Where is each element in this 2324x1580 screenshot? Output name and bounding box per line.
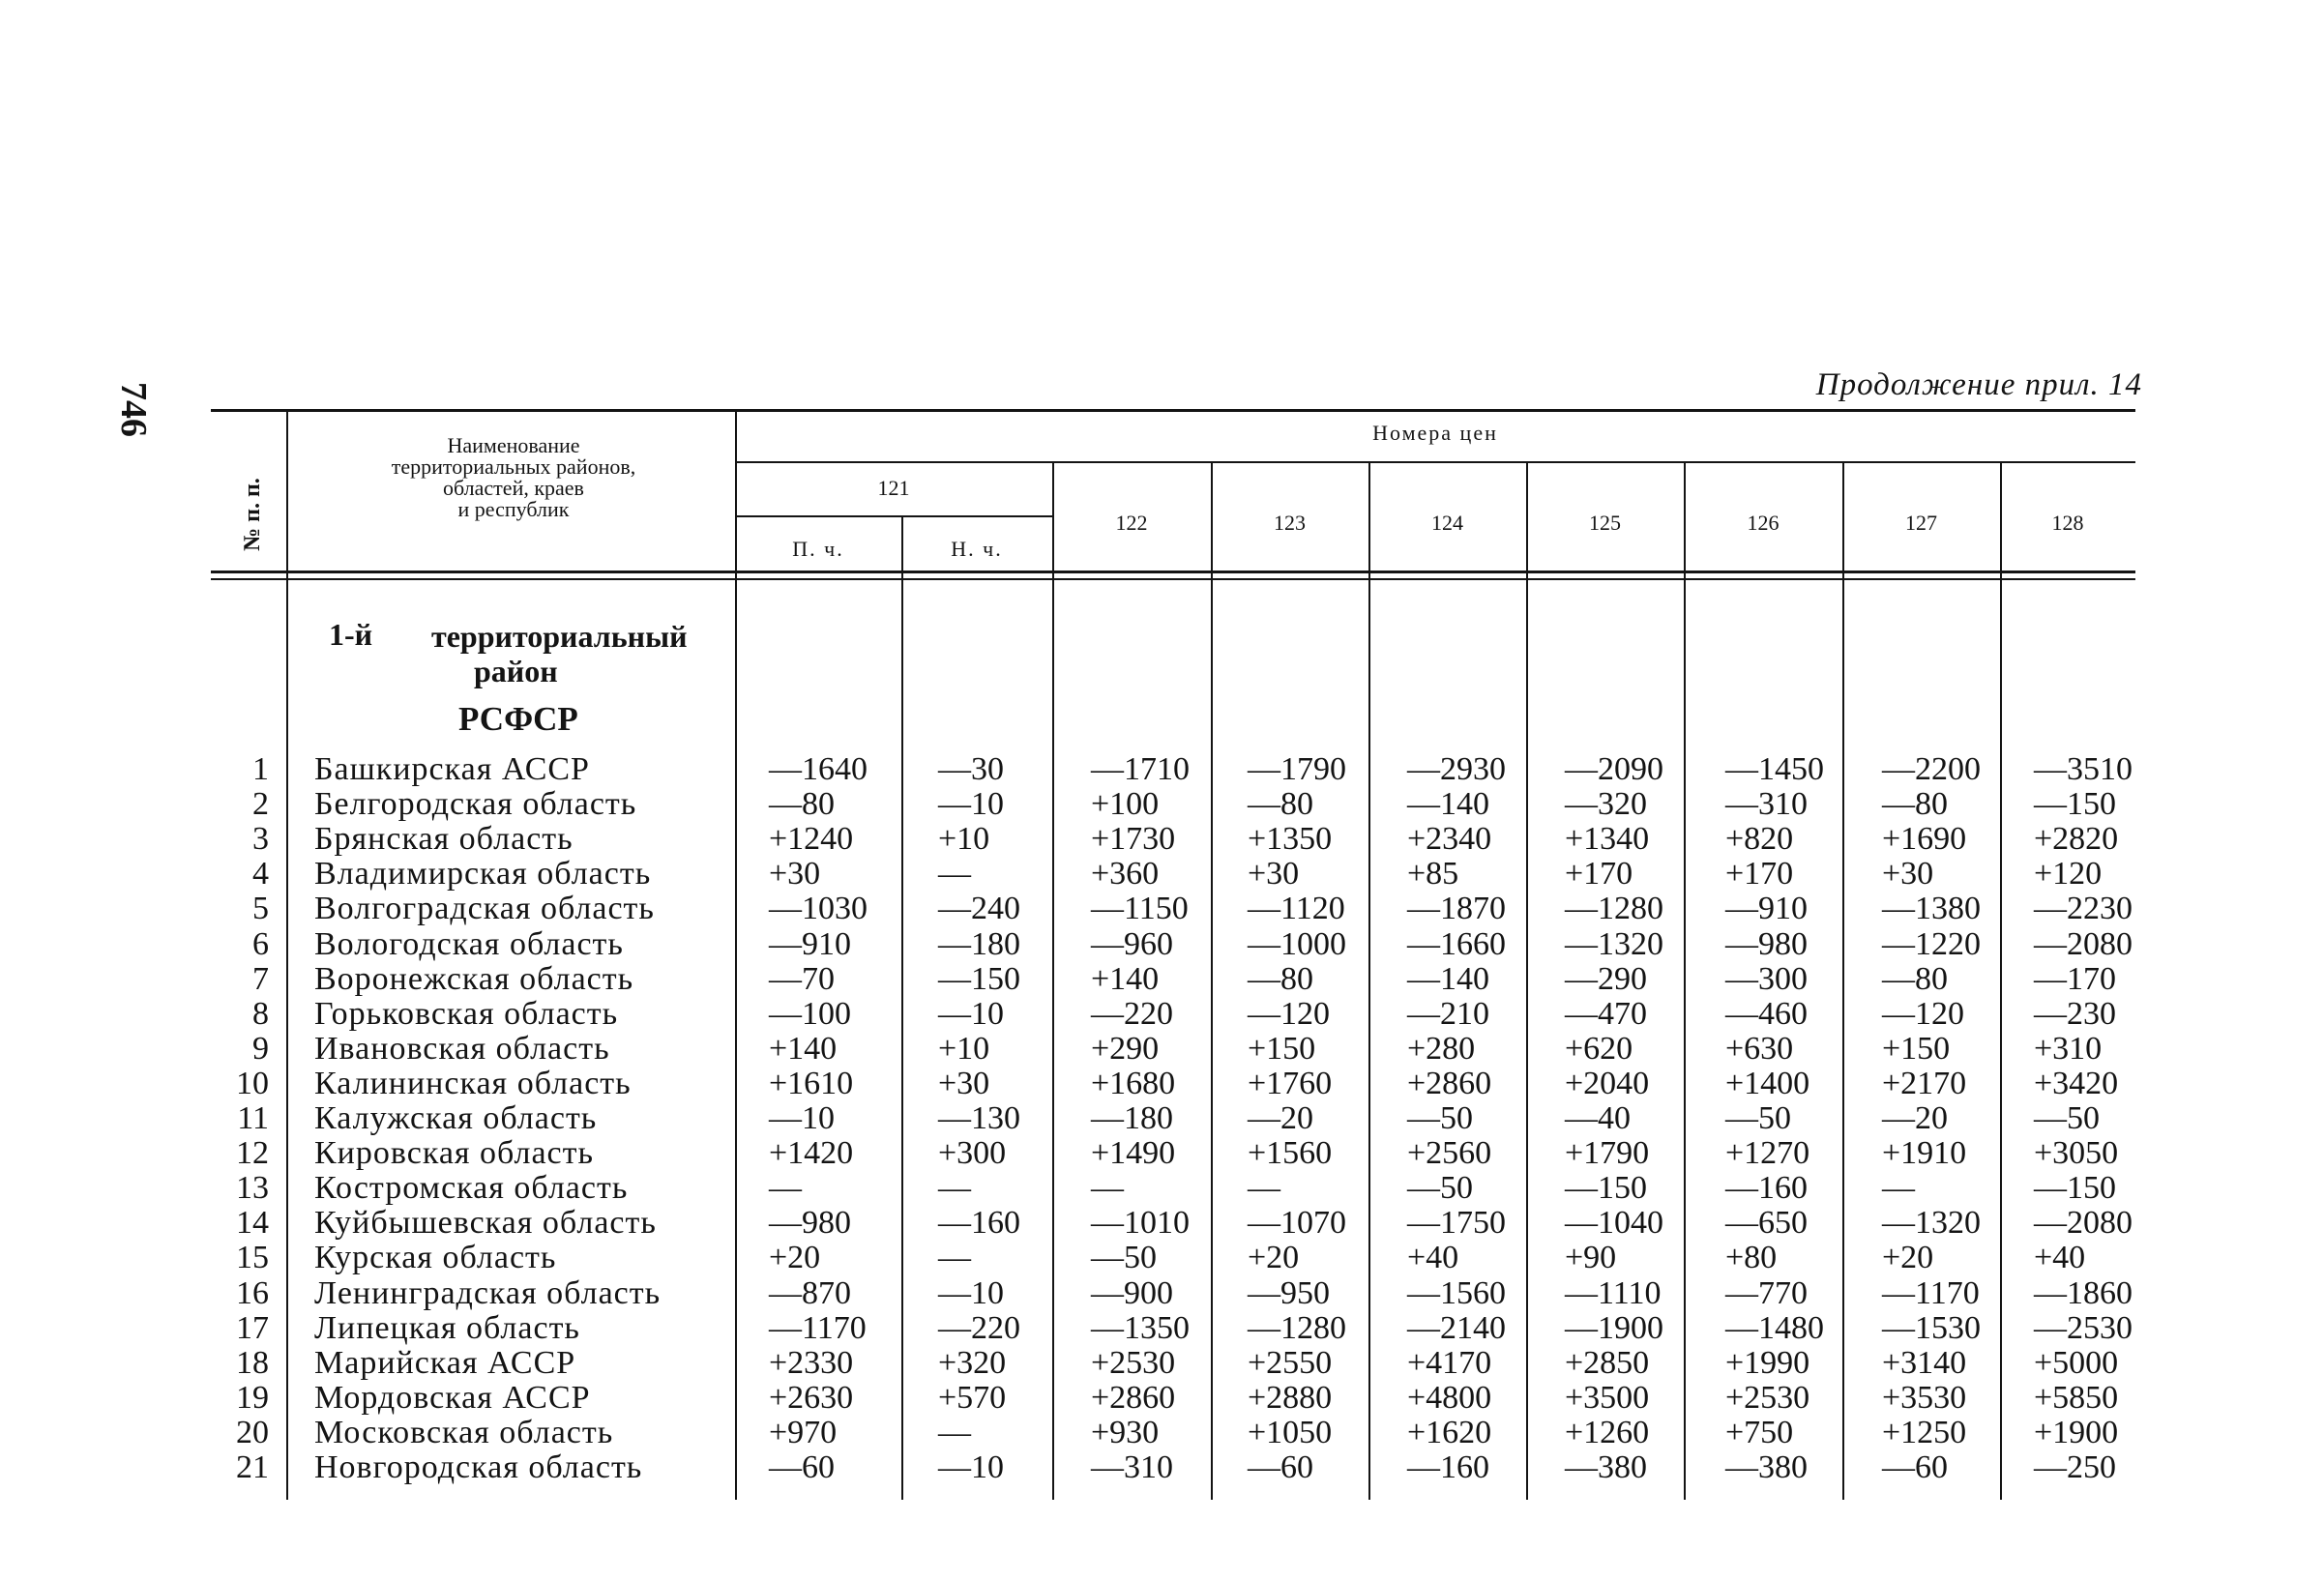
region-name: Горьковская область [314,995,619,1032]
region-name: Новгородская область [314,1449,643,1485]
value-cell: +2170 [1882,1065,1967,1101]
prices-rule [735,461,2135,463]
name-header-line: и республик [457,497,570,521]
value-cell: +100 [1091,786,1160,823]
value-cell: —210 [1407,995,1489,1032]
value-cell: —20 [1248,1100,1313,1136]
table-row [0,997,2324,1032]
value-cell: —1870 [1407,891,1506,927]
value-cell: —2090 [1565,751,1663,787]
value-cell: +30 [1248,856,1300,892]
value-cell: +80 [1725,1240,1778,1276]
value-cell: +820 [1725,821,1794,858]
value-cell: —2140 [1407,1309,1506,1346]
continuation-caption: Продолжение прил. 14 [1815,367,2142,402]
value-cell: +2560 [1407,1135,1492,1172]
value-cell: +5000 [2034,1344,2119,1381]
value-cell: —910 [1725,891,1808,927]
value-cell: +1680 [1091,1065,1176,1101]
value-cell: +300 [938,1135,1007,1172]
row-number: 18 [236,1344,269,1381]
value-cell: —130 [938,1100,1020,1136]
value-cell: —180 [1091,1100,1173,1136]
value-cell: —2200 [1882,751,1981,787]
table-row [0,1101,2324,1136]
page-number: 746 [113,382,154,437]
value-cell: —160 [1407,1449,1489,1485]
value-cell: —160 [938,1205,1020,1242]
table-row [0,1032,2324,1067]
table-row [0,1206,2324,1241]
table-row [0,857,2324,892]
region-name: Белгородская область [314,786,637,823]
value-cell: —1170 [1882,1274,1980,1311]
value-cell: +170 [1725,856,1794,892]
body-top-rule [211,578,2135,580]
value-cell: +2530 [1725,1379,1810,1416]
value-cell: —50 [1407,1100,1473,1136]
region-name: Брянская область [314,821,574,858]
value-cell: —120 [1248,995,1330,1032]
value-cell: —300 [1725,960,1808,997]
value-cell: +1560 [1248,1135,1333,1172]
value-cell: —80 [1882,960,1948,997]
value-cell: —980 [1725,925,1808,962]
region-name: Куйбышевская область [314,1205,657,1242]
value-cell: +290 [1091,1030,1160,1067]
col-header-127: 127 [1905,511,1937,535]
value-cell: — [1248,1170,1280,1207]
table-row [0,1067,2324,1101]
value-cell: —380 [1725,1449,1808,1485]
table-row [0,1450,2324,1485]
value-cell: —80 [1882,786,1948,823]
value-cell: +3050 [2034,1135,2119,1172]
value-cell: +3500 [1565,1379,1650,1416]
value-cell: +170 [1565,856,1633,892]
value-cell: —1120 [1248,891,1345,927]
name-header-line: территориальных районов, [391,454,636,479]
value-cell: —70 [769,960,835,997]
value-cell: +2860 [1091,1379,1176,1416]
value-cell: —1480 [1725,1309,1824,1346]
table-row [0,962,2324,997]
table-row [0,1381,2324,1416]
row-number: 2 [252,786,269,823]
prices-title: Номера цен [1372,421,1498,445]
value-cell: —80 [1248,786,1313,823]
section-heading-line2: район [474,654,558,688]
value-cell: —220 [1091,995,1173,1032]
sub-header-pch: П. ч. [792,537,844,561]
value-cell: +1790 [1565,1135,1650,1172]
value-cell: +2850 [1565,1344,1650,1381]
value-cell: —1530 [1882,1309,1981,1346]
table-row [0,822,2324,857]
name-header [296,435,731,520]
value-cell: +1900 [2034,1414,2119,1450]
value-cell: +2860 [1407,1065,1492,1101]
region-name: Башкирская АССР [314,751,590,787]
col-header-128: 128 [2051,511,2084,535]
value-cell: —120 [1882,995,1964,1032]
value-cell: +2550 [1248,1344,1333,1381]
value-cell: —40 [1565,1100,1631,1136]
value-cell: +1420 [769,1135,854,1172]
row-number: 6 [252,925,269,962]
table-row [0,1311,2324,1346]
value-cell: —1170 [769,1309,867,1346]
value-cell: —1030 [769,891,868,927]
value-cell: +1400 [1725,1065,1810,1101]
value-cell: —1000 [1248,925,1346,962]
value-cell: +4170 [1407,1344,1492,1381]
value-cell: +2040 [1565,1065,1650,1101]
region-name: Волгоградская область [314,891,655,927]
col121-header: 121 [877,476,910,500]
value-cell: — [1091,1170,1124,1207]
value-cell: +3530 [1882,1379,1967,1416]
row-number: 11 [237,1100,269,1136]
table-row [0,892,2324,926]
value-cell: —230 [2034,995,2116,1032]
value-cell: +90 [1565,1240,1617,1276]
value-cell: —1220 [1882,925,1981,962]
value-cell: — [938,1170,971,1207]
table-row [0,1276,2324,1311]
value-cell: +10 [938,821,990,858]
value-cell: +620 [1565,1030,1633,1067]
col-header-126: 126 [1747,511,1780,535]
value-cell: —20 [1882,1100,1948,1136]
value-cell: —1320 [1565,925,1663,962]
region-name: Костромская область [314,1170,629,1207]
value-cell: —1010 [1091,1205,1190,1242]
value-cell: —10 [938,995,1004,1032]
value-cell: —460 [1725,995,1808,1032]
value-cell: —2080 [2034,1205,2133,1242]
value-cell: +1730 [1091,821,1176,858]
value-cell: +630 [1725,1030,1794,1067]
value-cell: —80 [1248,960,1313,997]
table-row [0,927,2324,962]
value-cell: —10 [938,1449,1004,1485]
value-cell: —870 [769,1274,851,1311]
sub-header-nch: Н. ч. [951,537,1003,561]
value-cell: —3510 [2034,751,2133,787]
value-cell: +3420 [2034,1065,2119,1101]
value-cell: —1900 [1565,1309,1663,1346]
value-cell: —60 [1882,1449,1948,1485]
value-cell: —100 [769,995,851,1032]
value-cell: —2930 [1407,751,1506,787]
region-name: Ленинградская область [314,1274,662,1311]
row-number: 21 [236,1449,269,1485]
value-cell: +40 [1407,1240,1459,1276]
value-cell: +120 [2034,856,2103,892]
col-header-125: 125 [1589,511,1621,535]
region-name: Калининская область [314,1065,632,1101]
value-cell: +280 [1407,1030,1476,1067]
value-cell: +1240 [769,821,854,858]
region-name: Московская область [314,1414,614,1450]
value-cell: +140 [769,1030,838,1067]
section-heading-line1b: территориальный [431,619,688,654]
value-cell: — [938,1240,971,1276]
value-cell: +30 [769,856,821,892]
value-cell: +310 [2034,1030,2103,1067]
row-number: 7 [252,960,269,997]
value-cell: +5850 [2034,1379,2119,1416]
section-heading-line3: РСФСР [458,700,578,738]
table-row [0,1171,2324,1206]
value-cell: —180 [938,925,1020,962]
value-cell: —140 [1407,960,1489,997]
value-cell: —470 [1565,995,1647,1032]
value-cell: —80 [769,786,835,823]
value-cell: +1250 [1882,1414,1967,1450]
value-cell: —1070 [1248,1205,1346,1242]
value-cell: —380 [1565,1449,1647,1485]
value-cell: +1910 [1882,1135,1967,1172]
value-cell: —950 [1248,1274,1330,1311]
value-cell: —140 [1407,786,1489,823]
value-cell: —650 [1725,1205,1808,1242]
value-cell: +1990 [1725,1344,1810,1381]
value-cell: —1150 [1091,891,1189,927]
value-cell: —60 [1248,1449,1313,1485]
region-name: Вологодская область [314,925,624,962]
value-cell: —60 [769,1449,835,1485]
row-number: 14 [236,1205,269,1242]
value-cell: +750 [1725,1414,1794,1450]
region-name: Мордовская АССР [314,1379,591,1416]
row-number: 10 [236,1065,269,1101]
value-cell: —30 [938,751,1004,787]
row-number: 15 [236,1240,269,1276]
row-number: 17 [236,1309,269,1346]
value-cell: —1560 [1407,1274,1506,1311]
region-name: Марийская АССР [314,1344,576,1381]
value-cell: —770 [1725,1274,1808,1311]
value-cell: —10 [769,1100,835,1136]
value-cell: —10 [938,786,1004,823]
value-cell: —1350 [1091,1309,1190,1346]
value-cell: +2330 [769,1344,854,1381]
value-cell: —1750 [1407,1205,1506,1242]
value-cell: —1380 [1882,891,1981,927]
value-cell: —1040 [1565,1205,1663,1242]
table-row [0,787,2324,822]
value-cell: —150 [2034,1170,2116,1207]
value-cell: +3140 [1882,1344,1967,1381]
row-number: 1 [252,751,269,787]
value-cell: +570 [938,1379,1007,1416]
row-number: 20 [236,1414,269,1450]
value-cell: —2230 [2034,891,2133,927]
row-number: 3 [252,821,269,858]
value-cell: —1860 [2034,1274,2133,1311]
value-cell: +40 [2034,1240,2086,1276]
value-cell: +1760 [1248,1065,1333,1101]
value-cell: +2340 [1407,821,1492,858]
value-cell: +4800 [1407,1379,1492,1416]
value-cell: +2530 [1091,1344,1176,1381]
row-number: 12 [236,1135,269,1172]
col-header-122: 122 [1115,511,1148,535]
value-cell: —1280 [1248,1309,1346,1346]
value-cell: +970 [769,1414,838,1450]
value-cell: +1270 [1725,1135,1810,1172]
value-cell: +150 [1248,1030,1316,1067]
value-cell: —160 [1725,1170,1808,1207]
value-cell: —1640 [769,751,868,787]
col121-rule [735,515,1052,517]
value-cell: —50 [2034,1100,2100,1136]
value-cell: +140 [1091,960,1160,997]
col-header-124: 124 [1431,511,1463,535]
region-name: Ивановская область [314,1030,610,1067]
name-header-line: Наименование [447,433,580,457]
value-cell: —1790 [1248,751,1346,787]
value-cell: —1450 [1725,751,1824,787]
col-header-123: 123 [1274,511,1306,535]
value-cell: +1350 [1248,821,1333,858]
table-row [0,1136,2324,1171]
value-cell: —960 [1091,925,1173,962]
value-cell: —980 [769,1205,851,1242]
value-cell: —310 [1725,786,1808,823]
value-cell: —1660 [1407,925,1506,962]
row-number: 13 [236,1170,269,1207]
value-cell: —2530 [2034,1309,2133,1346]
value-cell: —150 [1565,1170,1647,1207]
value-cell: +1620 [1407,1414,1492,1450]
table-row [0,1241,2324,1275]
value-cell: — [1882,1170,1915,1207]
value-cell: +30 [938,1065,990,1101]
value-cell: —1320 [1882,1205,1981,1242]
row-number: 19 [236,1379,269,1416]
value-cell: +2820 [2034,821,2119,858]
value-cell: —50 [1725,1100,1791,1136]
row-number: 8 [252,995,269,1032]
region-name: Курская область [314,1240,557,1276]
region-name: Владимирская область [314,856,652,892]
value-cell: —250 [2034,1449,2116,1485]
value-cell: +85 [1407,856,1459,892]
value-cell: +360 [1091,856,1160,892]
region-name: Липецкая область [314,1309,580,1346]
row-number: 4 [252,856,269,892]
header-bottom-rule [211,571,2135,573]
value-cell: —910 [769,925,851,962]
value-cell: —290 [1565,960,1647,997]
value-cell: —1110 [1565,1274,1662,1311]
value-cell: — [938,856,971,892]
value-cell: — [938,1414,971,1450]
row-number: 9 [252,1030,269,1067]
value-cell: +20 [1248,1240,1300,1276]
region-name: Калужская область [314,1100,598,1136]
table-row [0,752,2324,787]
section-heading-line1a: 1-й [329,617,373,652]
rownum-header: № п. п. [240,478,265,551]
value-cell: +30 [1882,856,1934,892]
value-cell: +1690 [1882,821,1967,858]
value-cell: —240 [938,891,1020,927]
value-cell: —1280 [1565,891,1663,927]
region-name: Воронежская область [314,960,634,997]
value-cell: —150 [2034,786,2116,823]
value-cell: —220 [938,1309,1020,1346]
value-cell: —900 [1091,1274,1173,1311]
value-cell: +1050 [1248,1414,1333,1450]
row-number: 16 [236,1274,269,1311]
name-header-line: областей, краев [443,476,584,500]
value-cell: +2880 [1248,1379,1333,1416]
value-cell: —2080 [2034,925,2133,962]
value-cell: — [769,1170,802,1207]
value-cell: —1710 [1091,751,1190,787]
value-cell: +20 [769,1240,821,1276]
value-cell: +930 [1091,1414,1160,1450]
value-cell: —310 [1091,1449,1173,1485]
value-cell: —10 [938,1274,1004,1311]
value-cell: —320 [1565,786,1647,823]
table-row [0,1416,2324,1450]
value-cell: +10 [938,1030,990,1067]
value-cell: +20 [1882,1240,1934,1276]
value-cell: —150 [938,960,1020,997]
value-cell: —50 [1091,1240,1157,1276]
value-cell: +1340 [1565,821,1650,858]
row-number: 5 [252,891,269,927]
top-rule [211,409,2135,412]
value-cell: +150 [1882,1030,1951,1067]
value-cell: —170 [2034,960,2116,997]
value-cell: +1490 [1091,1135,1176,1172]
value-cell: +320 [938,1344,1007,1381]
region-name: Кировская область [314,1135,595,1172]
value-cell: +2630 [769,1379,854,1416]
table-row [0,1346,2324,1381]
value-cell: +1610 [769,1065,854,1101]
value-cell: —50 [1407,1170,1473,1207]
value-cell: +1260 [1565,1414,1650,1450]
